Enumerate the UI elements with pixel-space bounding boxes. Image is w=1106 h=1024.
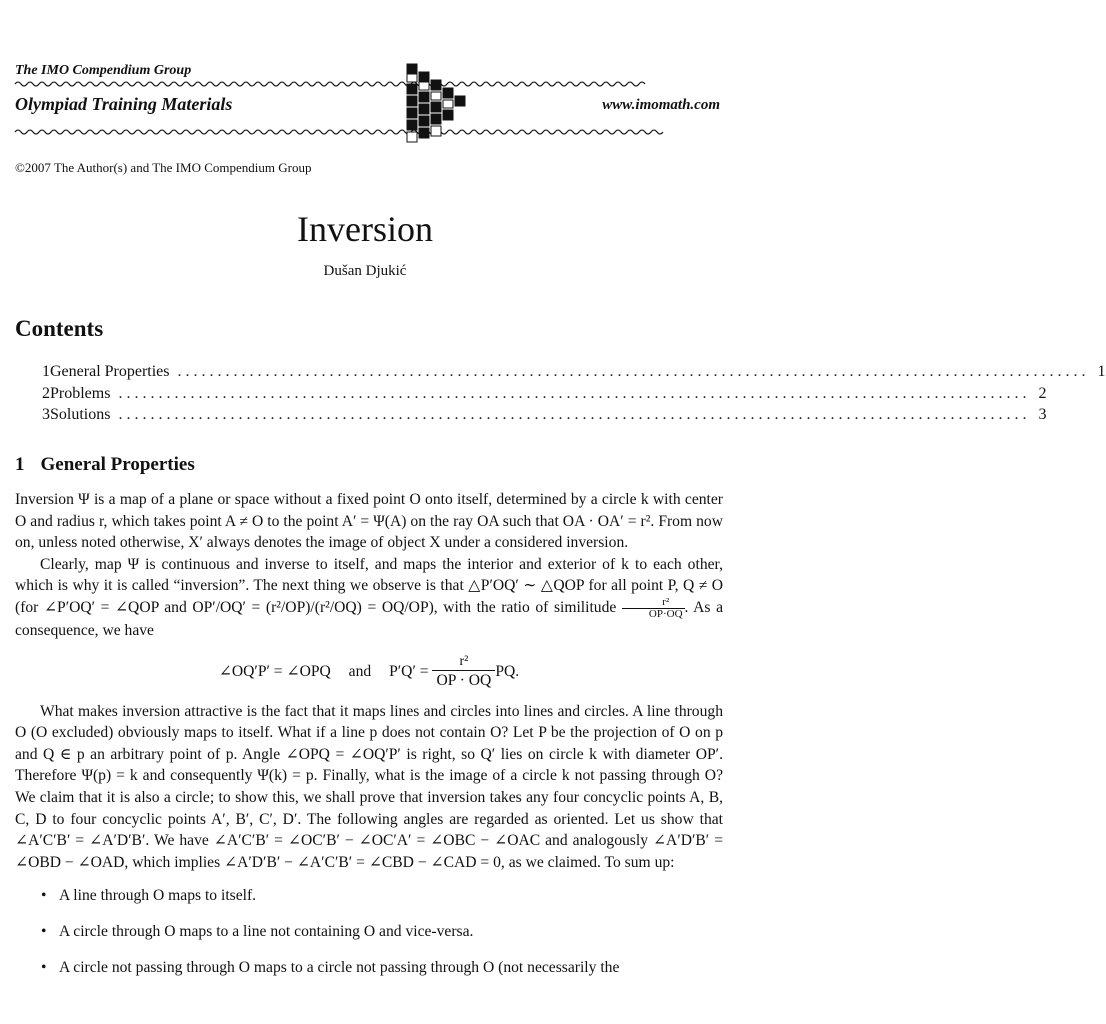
paragraph-text: . As a consequence, we have bbox=[15, 599, 723, 639]
ratio-fraction bbox=[622, 597, 685, 620]
summary-list bbox=[15, 885, 723, 978]
toc-entry-page: 2 bbox=[1038, 384, 1047, 402]
fraction-numerator: r² bbox=[432, 654, 495, 671]
equation-lhs: P′Q′ = bbox=[389, 662, 429, 680]
toc-leader-dots: .................................................................................................................. bbox=[118, 406, 1031, 423]
equation-fraction bbox=[432, 654, 495, 691]
toc-leader-dots: .................................................................................................................. bbox=[177, 363, 1090, 380]
toc-entry-number: 2 bbox=[42, 384, 50, 402]
section-body bbox=[15, 489, 723, 992]
contents-heading: Contents bbox=[15, 316, 104, 341]
document-title: Inversion bbox=[297, 209, 433, 249]
document-header bbox=[15, 58, 725, 150]
header-wave-bottom bbox=[15, 128, 725, 136]
toc-entry-number: 3 bbox=[42, 406, 50, 423]
equation-angle: ∠OQ′P′ = ∠OPQ bbox=[218, 662, 331, 680]
toc-entry-page: 3 bbox=[1038, 406, 1047, 423]
list-item: • A line through O maps to itself. bbox=[15, 885, 723, 907]
paragraph-text: Clearly, map Ψ is continuous and inverse to itself, and maps the interior and exterior of k to each other, which is why it is called “inversion”. The next thing we observe is that △P′OQ′ ∼ △QOP for all point P, Q ≠ O (for ∠P′OQ′ = ∠QOP and OP′/OQ′ = (r²/OP)/(r²/OQ) = OQ/OP), with the ratio of similitude bbox=[15, 555, 723, 617]
list-item: • A circle not passing through O maps to a circle not passing through O (not necessarily the bbox=[15, 957, 723, 979]
section-heading bbox=[15, 454, 195, 476]
header-url: www.imomath.com bbox=[602, 97, 720, 113]
header-wave-top bbox=[15, 80, 725, 88]
paragraph-definition: Inversion Ψ is a map of a plane or space without a fixed point O onto itself, determined by a circle k with center O and radius r, which takes point A ≠ O to the point A′ = Ψ(A) on the ray OA such that OA · OA′ = r². From now on, unless noted otherwise, X′ always denotes the image of object X under a considered inversion. bbox=[15, 491, 723, 552]
toc-entry-general-properties[interactable] bbox=[42, 363, 1106, 385]
toc-leader-dots: .................................................................................................................. bbox=[118, 384, 1031, 402]
toc-entry-solutions[interactable] bbox=[42, 406, 1047, 428]
header-group-name: The IMO Compendium Group bbox=[15, 63, 192, 78]
toc-entry-number: 1 bbox=[42, 363, 50, 380]
list-item: • A circle through O maps to a line not containing O and vice-versa. bbox=[15, 921, 723, 943]
fraction-denominator: OP · OQ bbox=[436, 671, 492, 689]
paragraph-lines-circles: What makes inversion attractive is the fact that it maps lines and circles into lines and circles. A line through O (O excluded) obviously maps to itself. What if a line p does not contain O? Let P be the projection of O on p and Q ∈ p an arbitrary point of p. Angle ∠OPQ = ∠OQ′P′ is right, so Q′ lies on circle k with diameter OP′. Therefore Ψ(p) = k and consequently Ψ(k) = p. Finally, what is the image of a circle k not passing through O? We claim that it is also a circle; to show this, we shall prove that inversion takes any four concyclic points A, B, C, D to four concyclic points A′, B′, C′, D′. The following angles are regarded as oriented. Let us show that ∠A′C′B′ = ∠A′D′B′. We have ∠A′C′B′ = ∠OC′B′ − ∠OC′A′ = ∠OBC − ∠OAC and analogously ∠A′D′B′ = ∠OBD − ∠OAD, which implies ∠A′D′B′ − ∠A′C′B′ = ∠CBD − ∠CAD = 0, as we claimed. To sum up: bbox=[15, 702, 723, 871]
toc-entry-title: General Properties bbox=[50, 363, 170, 380]
section-number: 1 bbox=[15, 454, 25, 475]
fraction-denominator: OP·OQ bbox=[648, 607, 683, 620]
display-equation bbox=[15, 654, 723, 691]
author-name: Dušan Djukić bbox=[323, 263, 407, 279]
header-training-title: Olympiad Training Materials bbox=[15, 94, 233, 114]
section-title: General Properties bbox=[40, 454, 195, 475]
imo-compendium-logo bbox=[405, 62, 485, 148]
toc-entry-title: Solutions bbox=[50, 406, 111, 423]
table-of-contents bbox=[42, 363, 1106, 428]
toc-entry-title: Problems bbox=[50, 384, 111, 402]
equation-rhs: PQ. bbox=[495, 662, 520, 680]
toc-entry-problems[interactable] bbox=[42, 384, 1047, 407]
equation-and: and bbox=[348, 662, 372, 680]
paragraph-similitude bbox=[15, 554, 723, 642]
toc-entry-page: 1 bbox=[1097, 363, 1106, 380]
copyright-line: ©2007 The Author(s) and The IMO Compendium Group bbox=[15, 160, 312, 175]
fraction-numerator: r² bbox=[622, 597, 685, 609]
